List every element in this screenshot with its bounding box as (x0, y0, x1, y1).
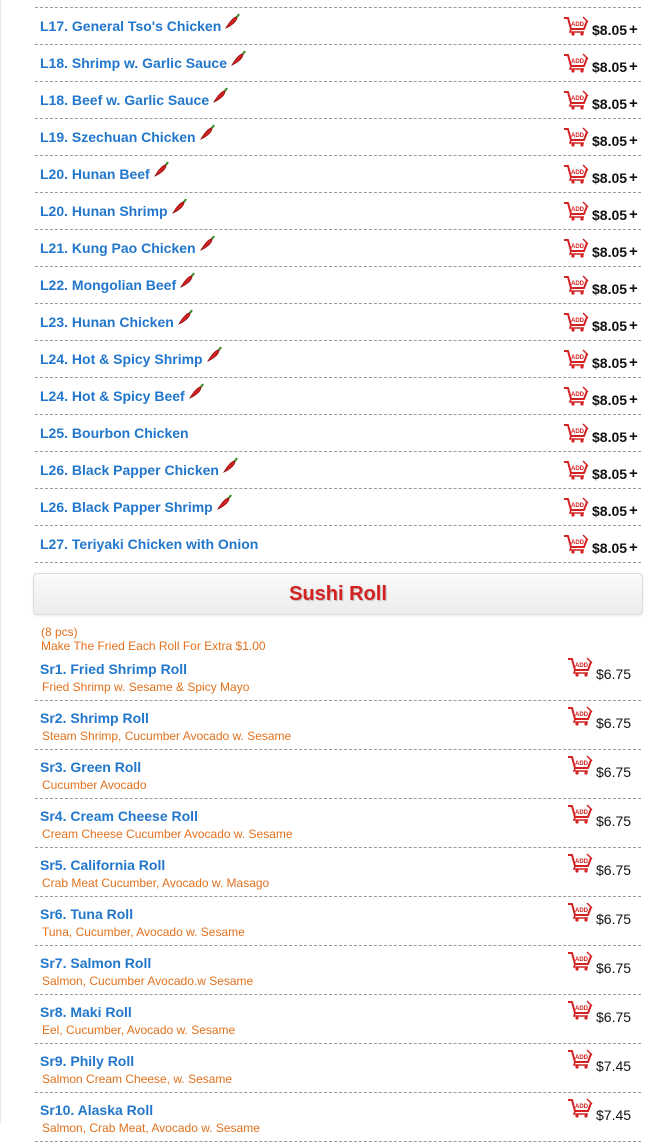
menu-item-name[interactable] (40, 351, 224, 367)
plus-options-button[interactable]: + (629, 58, 638, 75)
menu-item-label[interactable]: L22. Mongolian Beef (40, 277, 177, 293)
svg-text:ADD: ADD (571, 244, 584, 250)
menu-item-row (35, 489, 641, 526)
sushi-item-description: Cucumber Avocado (42, 778, 147, 792)
add-to-cart-icon[interactable] (567, 1000, 593, 1020)
menu-item-name[interactable] (40, 92, 230, 108)
chili-pepper-icon (179, 271, 197, 289)
fried-extra-note: Make The Fried Each Roll For Extra $1.00 (41, 639, 266, 653)
menu-item-price: $8.05 (592, 96, 628, 112)
svg-text:ADD: ADD (571, 22, 584, 28)
sushi-item-row (35, 897, 641, 946)
menu-item-price: $8.05 (592, 244, 628, 260)
menu-item-row (35, 230, 641, 267)
sushi-item-description: Salmon, Cucumber Avocado.w Sesame (42, 974, 254, 988)
menu-item-row (35, 82, 641, 119)
menu-item-name[interactable] (40, 18, 242, 34)
menu-item-row (35, 415, 641, 452)
svg-text:ADD: ADD (571, 170, 584, 176)
sushi-menu-list (35, 652, 641, 1142)
pieces-note: (8 pcs) (41, 625, 78, 639)
sushi-item-row (35, 1044, 641, 1093)
plus-options-button[interactable]: + (629, 391, 638, 408)
sushi-item-name[interactable]: Sr9. Phily Roll (40, 1053, 135, 1069)
menu-item-row (35, 45, 641, 82)
plus-options-button[interactable]: + (629, 317, 638, 334)
plus-options-button[interactable]: + (629, 132, 638, 149)
svg-text:ADD: ADD (575, 761, 588, 767)
menu-item-name[interactable] (40, 129, 217, 145)
menu-item-label[interactable]: L18. Beef w. Garlic Sauce (40, 92, 210, 108)
sushi-item-row (35, 701, 641, 750)
add-to-cart-icon[interactable] (567, 706, 593, 726)
add-to-cart-icon[interactable] (567, 804, 593, 824)
svg-text:ADD: ADD (571, 133, 584, 139)
menu-item-name[interactable] (40, 55, 248, 71)
svg-text:ADD: ADD (575, 1104, 588, 1110)
menu-item-name[interactable] (40, 314, 195, 330)
sushi-item-name[interactable]: Sr3. Green Roll (40, 759, 142, 775)
sushi-item-row (35, 750, 641, 799)
menu-item-row (35, 526, 641, 563)
add-to-cart-icon[interactable] (567, 853, 593, 873)
menu-item-label[interactable]: L23. Hunan Chicken (40, 314, 174, 330)
svg-text:ADD: ADD (575, 908, 588, 914)
sushi-item-price: $6.75 (596, 1009, 632, 1025)
menu-item-price: $8.05 (592, 59, 628, 75)
add-to-cart-icon[interactable] (563, 201, 589, 221)
add-to-cart-icon[interactable] (563, 16, 589, 36)
sushi-item-row (35, 995, 641, 1044)
menu-item-label[interactable]: L20. Hunan Shrimp (40, 203, 168, 219)
sushi-item-name[interactable]: Sr4. Cream Cheese Roll (40, 808, 198, 824)
menu-item-price: $8.05 (592, 22, 628, 38)
section-header-sushi-roll (33, 573, 643, 615)
sushi-item-price: $7.45 (596, 1107, 632, 1123)
sushi-item-description: Salmon, Crab Meat, Avocado w. Sesame (42, 1121, 260, 1135)
add-to-cart-icon[interactable] (567, 1049, 593, 1069)
menu-item-name[interactable] (40, 277, 197, 293)
svg-text:ADD: ADD (575, 1055, 588, 1061)
menu-item-price: $8.05 (592, 281, 628, 297)
menu-item-label[interactable]: L20. Hunan Beef (40, 166, 150, 182)
menu-item-price: $8.05 (592, 133, 628, 149)
chili-pepper-icon (153, 160, 171, 178)
plus-options-button[interactable]: + (629, 243, 638, 260)
sushi-item-name[interactable]: Sr1. Fried Shrimp Roll (40, 661, 188, 677)
add-to-cart-icon[interactable] (567, 1098, 593, 1118)
menu-item-row (35, 156, 641, 193)
menu-item-name[interactable] (40, 499, 234, 515)
plus-options-button[interactable]: + (629, 95, 638, 112)
sushi-item-name[interactable]: Sr6. Tuna Roll (40, 906, 134, 922)
add-to-cart-icon[interactable] (563, 90, 589, 110)
menu-item-name[interactable] (40, 462, 240, 478)
svg-text:ADD: ADD (571, 503, 584, 509)
svg-text:ADD: ADD (575, 810, 588, 816)
plus-options-button[interactable]: + (629, 428, 638, 445)
menu-item-price: $8.05 (592, 318, 628, 334)
menu-item-price: $8.05 (592, 503, 628, 519)
menu-item-name[interactable] (40, 203, 189, 219)
sushi-item-price: $6.75 (596, 911, 632, 927)
add-to-cart-icon[interactable] (567, 755, 593, 775)
menu-item-row (35, 378, 641, 415)
add-to-cart-icon[interactable] (567, 657, 593, 677)
chili-pepper-icon (199, 234, 217, 252)
chili-pepper-icon (177, 308, 195, 326)
menu-item-name[interactable] (40, 536, 258, 552)
menu-item-name[interactable] (40, 166, 171, 182)
menu-item-name[interactable] (40, 425, 189, 441)
svg-text:ADD: ADD (571, 96, 584, 102)
chili-pepper-icon (224, 12, 242, 30)
plus-options-button[interactable]: + (629, 21, 638, 38)
menu-item-label[interactable]: L17. General Tso's Chicken (40, 18, 222, 34)
section-title: Sushi Roll (289, 583, 387, 605)
menu-item-row (35, 8, 641, 45)
sushi-item-price: $6.75 (596, 715, 632, 731)
svg-text:ADD: ADD (571, 281, 584, 287)
add-to-cart-icon[interactable] (563, 497, 589, 517)
svg-text:ADD: ADD (575, 957, 588, 963)
sushi-item-description: Steam Shrimp, Cucumber Avocado w. Sesame (42, 729, 292, 743)
chili-pepper-icon (216, 493, 234, 511)
plus-options-button[interactable]: + (629, 502, 638, 519)
sushi-item-row (35, 848, 641, 897)
sushi-item-name[interactable]: Sr10. Alaska Roll (40, 1102, 154, 1118)
plus-options-button[interactable]: + (629, 280, 638, 297)
menu-item-row (35, 267, 641, 304)
sushi-item-row (35, 946, 641, 995)
menu-item-label[interactable]: L26. Black Papper Chicken (40, 462, 219, 478)
add-to-cart-icon[interactable] (563, 460, 589, 480)
sushi-item-price: $6.75 (596, 813, 632, 829)
svg-text:ADD: ADD (575, 1006, 588, 1012)
add-to-cart-icon[interactable] (563, 53, 589, 73)
svg-text:ADD: ADD (571, 540, 584, 546)
add-to-cart-icon[interactable] (563, 534, 589, 554)
add-to-cart-icon[interactable] (563, 164, 589, 184)
add-to-cart-icon[interactable] (563, 238, 589, 258)
sushi-item-description: Crab Meat Cucumber, Avocado w. Masago (42, 876, 270, 890)
sushi-item-price: $6.75 (596, 666, 632, 682)
menu-item-row (35, 341, 641, 378)
svg-text:ADD: ADD (575, 663, 588, 669)
sushi-item-description: Tuna, Cucumber, Avocado w. Sesame (42, 925, 245, 939)
plus-options-button[interactable]: + (629, 354, 638, 371)
sushi-item-name[interactable]: Sr7. Salmon Roll (40, 955, 152, 971)
sushi-item-row (35, 799, 641, 848)
plus-options-button[interactable]: + (629, 206, 638, 223)
menu-item-label[interactable]: L18. Shrimp w. Garlic Sauce (40, 55, 227, 71)
svg-text:ADD: ADD (571, 355, 584, 361)
menu-item-name[interactable] (40, 240, 217, 256)
menu-item-label[interactable]: L25. Bourbon Chicken (40, 425, 189, 441)
chili-pepper-icon (206, 345, 224, 363)
chili-pepper-icon (212, 86, 230, 104)
menu-item-price: $8.05 (592, 540, 628, 556)
menu-item-price: $8.05 (592, 429, 628, 445)
sushi-item-description: Cream Cheese Cucumber Avocado w. Sesame (42, 827, 293, 841)
add-to-cart-icon[interactable] (563, 312, 589, 332)
chili-pepper-icon (188, 382, 206, 400)
menu-item-price: $8.05 (592, 355, 628, 371)
sushi-item-description: Eel, Cucumber, Avocado w. Sesame (42, 1023, 236, 1037)
menu-item-price: $8.05 (592, 207, 628, 223)
svg-text:ADD: ADD (575, 859, 588, 865)
add-to-cart-icon[interactable] (567, 902, 593, 922)
divider (35, 0, 641, 8)
menu-item-row (35, 193, 641, 230)
sushi-item-row (35, 652, 641, 701)
sushi-item-row (35, 1093, 641, 1142)
svg-text:ADD: ADD (571, 207, 584, 213)
menu-item-label[interactable]: L24. Hot & Spicy Beef (40, 388, 185, 404)
sushi-item-price: $6.75 (596, 764, 632, 780)
sushi-item-price: $6.75 (596, 862, 632, 878)
lunch-menu-list (35, 0, 641, 563)
menu-item-price: $8.05 (592, 392, 628, 408)
plus-options-button[interactable]: + (629, 465, 638, 482)
menu-item-price: $8.05 (592, 466, 628, 482)
sushi-item-price: $7.45 (596, 1058, 632, 1074)
plus-options-button[interactable]: + (629, 169, 638, 186)
sushi-item-description: Fried Shrimp w. Sesame & Spicy Mayo (42, 680, 250, 694)
svg-text:ADD: ADD (571, 318, 584, 324)
add-to-cart-icon[interactable] (563, 423, 589, 443)
svg-text:ADD: ADD (571, 466, 584, 472)
chili-pepper-icon (222, 456, 240, 474)
sushi-item-name[interactable]: Sr2. Shrimp Roll (40, 710, 149, 726)
svg-text:ADD: ADD (571, 59, 584, 65)
plus-options-button[interactable]: + (629, 539, 638, 556)
chili-pepper-icon (230, 49, 248, 67)
menu-item-row (35, 304, 641, 341)
sushi-item-price: $6.75 (596, 960, 632, 976)
menu-item-label[interactable]: L24. Hot & Spicy Shrimp (40, 351, 203, 367)
menu-item-label[interactable]: L27. Teriyaki Chicken with Onion (40, 536, 259, 552)
sushi-item-name[interactable]: Sr5. California Roll (40, 857, 166, 873)
menu-item-row (35, 119, 641, 156)
page-left-border (0, 0, 1, 1123)
menu-item-price: $8.05 (592, 170, 628, 186)
add-to-cart-icon[interactable] (563, 349, 589, 369)
menu-item-name[interactable] (40, 388, 206, 404)
menu-item-label[interactable]: L19. Szechuan Chicken (40, 129, 196, 145)
chili-pepper-icon (199, 123, 217, 141)
menu-item-row (35, 452, 641, 489)
add-to-cart-icon[interactable] (563, 127, 589, 147)
menu-item-label[interactable]: L21. Kung Pao Chicken (40, 240, 196, 256)
svg-text:ADD: ADD (571, 429, 584, 435)
menu-item-label[interactable]: L26. Black Papper Shrimp (40, 499, 213, 515)
add-to-cart-icon[interactable] (563, 386, 589, 406)
chili-pepper-icon (171, 197, 189, 215)
sushi-item-description: Salmon Cream Cheese, w. Sesame (42, 1072, 233, 1086)
sushi-item-name[interactable]: Sr8. Maki Roll (40, 1004, 132, 1020)
svg-text:ADD: ADD (571, 392, 584, 398)
add-to-cart-icon[interactable] (563, 275, 589, 295)
svg-text:ADD: ADD (575, 712, 588, 718)
add-to-cart-icon[interactable] (567, 951, 593, 971)
